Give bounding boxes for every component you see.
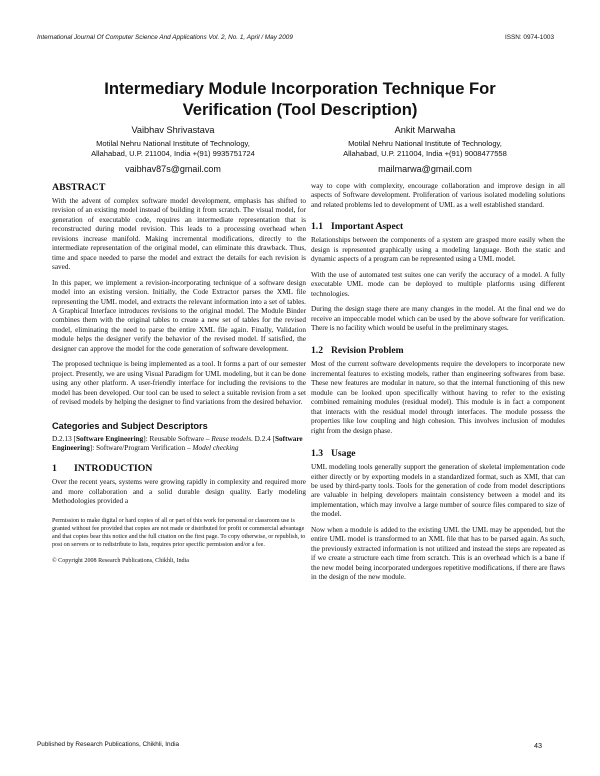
author-name: Vaibhav Shrivastava: [131, 125, 215, 135]
section-number: 1.1: [311, 221, 323, 233]
section-1-1-paragraph-1: Relationships between the components of a system are grasped more easily when the design is represented graphically using a modeling language. Both the static and dynamic aspects of a program can be represented using a UML model.: [311, 236, 565, 264]
categories-descriptors: [52, 435, 306, 454]
author-address: Allahabad, U.P. 211004, India +(91) 9008477558: [343, 149, 507, 158]
section-1-3-paragraph-1: UML modeling tools generally support the generation of skeletal implementation code either directly or by exporting models in a standardized format, such as XMI, that can be used by third-party tools. Tools for the generation of code from model descriptions are valuable in helping developers maintain consistency between a model and its implementation, which may involve a large number of source files compared to size of the model.: [311, 463, 565, 519]
permission-notice: Permission to make digital or hard copies of all or part of this work for personal or classroom use is granted without fee provided that copies are not made or distributed for profit or commercial advantage and that copies bear this notice and the full citation on the first page. To copy otherwise, or republish, to post on servers or to redistribute to lists, requires prior specific permission and/or a fee.: [52, 517, 306, 549]
introduction-continued: way to cope with complexity, encourage collaboration and improve design in all aspects of Software development. Proliferation of various isolated modeling solutions and related problems led to development of UML as a well established standard.: [311, 182, 565, 209]
journal-running-head: International Journal Of Computer Science And Applications Vol. 2, No. 1, April / May 2009: [37, 34, 293, 41]
section-title: INTRODUCTION: [74, 463, 153, 475]
section-number: 1.2: [311, 345, 323, 357]
section-1-1-paragraph-2: With the use of automated test suites one can verify the accuracy of a model. A fully executable UML mode can be deployed to multiple platforms using different technologies.: [311, 270, 565, 298]
abstract-paragraph-3: The proposed technique is being implemented as a tool. It forms a part of our semester project. Presently, we are using Visual Paradigm for UML modeling, but it can be done using any other platform. A user-friendly interface for including the revisions to the model has been developed. Our tool can be used to select a suitable revision from a set of revised models by helping the designer to find variations from the desired behavior.: [52, 360, 306, 407]
abstract-paragraph-1: With the advent of complex software model development, emphasis has shifted to revision of an existing model instead of building it from scratch. The visual model, for generation of executable code, requires an intermediate representation that is reconstructed during model revision. This leads to a processing overhead when revisions increase manifold. Making incremental modifications, directly to the intermediate representation of the original model, can eliminate this drawback. Thus, time and space needed to parse the model and extract the details for each revision is saved.: [52, 197, 306, 272]
section-1-1-heading: [311, 221, 565, 233]
descriptor-subtopic: Model checking: [192, 443, 239, 452]
author-name: Ankit Marwaha: [394, 125, 456, 135]
section-number: 1: [52, 463, 57, 475]
introduction-paragraph: Over the recent years, systems were growing rapidly in complexity and required more and more collaboration and a solid durable design quality. Early modeling Methodologies provided a: [52, 478, 306, 506]
title-line-2: Verification (Tool Description): [182, 99, 418, 119]
author-affiliation: Motilal Nehru National Institute of Technology,: [96, 139, 250, 148]
author-block-1: [48, 124, 298, 175]
section-1-3-heading: [311, 448, 565, 460]
author-block-2: [300, 124, 550, 175]
descriptor-topic: ]: Reusable Software –: [143, 434, 212, 443]
section-number: 1.3: [311, 448, 323, 460]
section-title: Usage: [331, 448, 356, 460]
issn-label: ISSN: 0974-1003: [504, 34, 554, 41]
section-1-2-paragraph: Most of the current software developments require the developers to incorporate new incremental features to existing models, rather than engineering softwares from base. These new features are modular in nature, so that the internal functioning of this new module can be looked upon specifically without having to refer to the existing combined remaining modules (residual model). This module is in fact a component that interacts with the residual model through interfaces. The module possess the properties like low coupling and high cohesion. This involves inclusion of modules right from the design phase.: [311, 360, 565, 435]
left-column: [52, 182, 306, 565]
descriptor-code: D.2.13 [: [52, 434, 76, 443]
abstract-paragraph-2: In this paper, we implement a revision-incorporating technique of a software design model into an existing version. Initially, the Code Extractor parses the XML file representing the UML model, and extracts the relevant information into a set of tables. A Graphical Interface introduces revisions to the original model. The Module Binder combines them with the original tables to create a new set of tables for the revised model, eliminating the need to parse the entire XML file again. Finally, Validation module helps the designer verify the behavior of the revised model. If satisfied, the designer can approve the model for the code generation of software development.: [52, 278, 306, 353]
abstract-heading: ABSTRACT: [52, 182, 106, 193]
author-address: Allahabad, U.P. 211004, India +(91) 9935751724: [91, 149, 255, 158]
section-title: Revision Problem: [331, 345, 404, 357]
copyright-notice: © Copyright 2008 Research Publications, Chikhli, India: [52, 558, 189, 565]
right-column: [311, 182, 565, 589]
descriptor-area: Software Engineering: [52, 434, 303, 452]
author-email: mailmarwa@gmail.com: [378, 164, 472, 174]
descriptor-topic: ]: Software/Program Verification –: [89, 443, 193, 452]
page-number: 43: [534, 741, 542, 750]
title-line-1: Intermediary Module Incorporation Technique For: [104, 79, 496, 98]
author-affiliation: Motilal Nehru National Institute of Technology,: [348, 139, 502, 148]
descriptor-subtopic: Reuse models: [211, 434, 252, 443]
descriptor-code: . D.2.4 [: [251, 434, 275, 443]
categories-heading: Categories and Subject Descriptors: [52, 420, 208, 431]
paper-title: [40, 79, 560, 120]
section-1-2-heading: [311, 345, 565, 357]
publisher-footer: Published by Research Publications, Chikhli, India: [37, 741, 180, 748]
author-email: vaibhav87s@gmail.com: [125, 164, 221, 174]
section-1-3-paragraph-2: Now when a module is added to the existing UML the UML may be appended, but the entire UML model is transformed to an XML file that has to be parsed again. As such, the previously extracted information is not utilized and instead the steps are repeated as if we create a structure each time from scratch. This is an overhead which is a bane if the new model being incorporated undergoes repetitive modifications, if there are flaws in the design of the new module.: [311, 525, 565, 582]
introduction-heading: [52, 463, 306, 475]
section-title: Important Aspect: [331, 221, 404, 233]
descriptor-area: Software Engineering: [75, 434, 144, 443]
section-1-1-paragraph-3: During the design stage there are many changes in the model. At the final end we do receive an impeccable model which can be used by the above software for verification. There is no facility which would be useful in the preliminary stages.: [311, 305, 565, 332]
